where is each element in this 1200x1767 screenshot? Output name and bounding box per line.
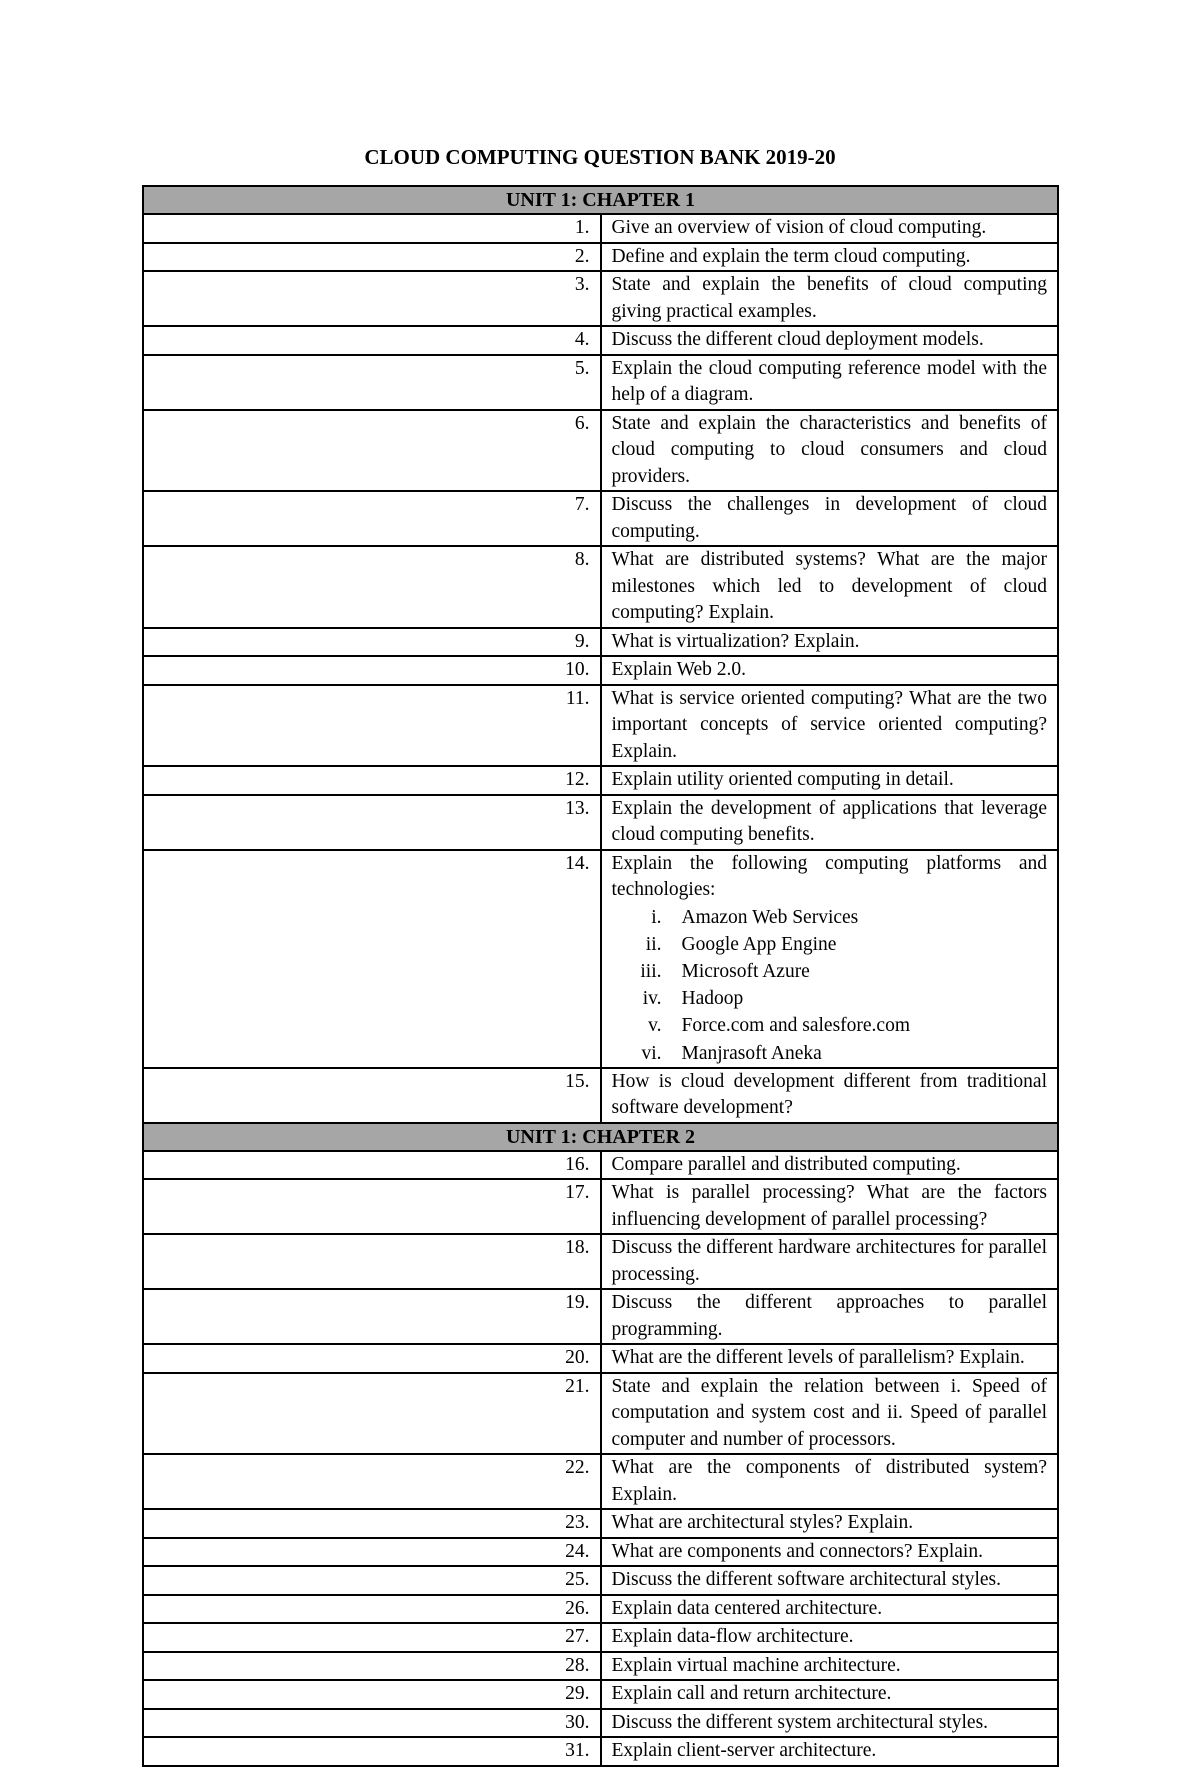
question-cell [601, 1595, 1059, 1624]
question-number: 16. [143, 1151, 601, 1180]
question-cell [601, 1234, 1059, 1289]
question-text: Discuss the different software architectural styles. [611, 1569, 1002, 1591]
question-cell [601, 1373, 1059, 1455]
question-number: 3. [143, 271, 601, 326]
sub-item-numeral: ii. [645, 933, 662, 955]
sub-item [612, 985, 1048, 1012]
question-number: 25. [143, 1566, 601, 1595]
question-row [143, 766, 1058, 795]
question-row [143, 1538, 1058, 1567]
question-row [143, 1509, 1058, 1538]
question-cell [601, 326, 1059, 355]
question-number: 1. [143, 214, 601, 243]
question-number: 4. [143, 326, 601, 355]
question-number: 30. [143, 1709, 601, 1738]
sub-item [612, 1012, 1048, 1039]
sub-item-numeral: vi. [641, 1042, 662, 1064]
question-row [143, 1234, 1058, 1289]
question-cell [601, 1068, 1059, 1123]
question-cell [601, 491, 1059, 546]
question-text: Explain virtual machine architecture. [611, 1654, 901, 1676]
question-number: 20. [143, 1344, 601, 1373]
question-number: 29. [143, 1680, 601, 1709]
question-number: 9. [143, 628, 601, 657]
page-title: CLOUD COMPUTING QUESTION BANK 2019-20 [364, 145, 836, 169]
question-row [143, 410, 1058, 492]
question-cell [601, 355, 1059, 410]
question-cell [601, 410, 1059, 492]
question-cell [601, 1566, 1059, 1595]
question-row [143, 1344, 1058, 1373]
question-row [143, 326, 1058, 355]
question-text: What is parallel processing? What are the factors influencing development of parallel processing? [611, 1182, 1047, 1230]
sub-item [612, 1040, 1048, 1067]
question-text: What is virtualization? Explain. [611, 630, 860, 652]
question-cell [601, 1454, 1059, 1509]
question-number: 11. [143, 685, 601, 767]
question-row [143, 1623, 1058, 1652]
question-number: 12. [143, 766, 601, 795]
question-row [143, 271, 1058, 326]
question-row [143, 1680, 1058, 1709]
question-row [143, 1566, 1058, 1595]
question-cell [601, 1509, 1059, 1538]
question-number: 21. [143, 1373, 601, 1455]
unit-heading-row [143, 186, 1058, 214]
question-number: 18. [143, 1234, 601, 1289]
question-text: What are architectural styles? Explain. [611, 1512, 914, 1534]
question-cell [601, 1652, 1059, 1681]
question-number: 22. [143, 1454, 601, 1509]
question-number: 2. [143, 243, 601, 272]
question-row [143, 795, 1058, 850]
question-number: 8. [143, 546, 601, 628]
question-row [143, 1373, 1058, 1455]
question-number: 10. [143, 656, 601, 685]
sub-item-numeral: iv. [642, 988, 662, 1010]
question-text: Discuss the different approaches to parallel programming. [611, 1292, 1047, 1340]
sub-item [612, 931, 1048, 958]
question-cell [601, 1151, 1059, 1180]
question-number: 17. [143, 1179, 601, 1234]
question-text: Explain data-flow architecture. [611, 1626, 854, 1648]
question-table [142, 185, 1059, 1767]
question-text: What are distributed systems? What are the major milestones which led to development of cloud computing? Explain. [611, 549, 1047, 623]
question-cell [601, 214, 1059, 243]
question-text: Discuss the challenges in development of cloud computing. [611, 494, 1047, 542]
question-number: 15. [143, 1068, 601, 1123]
question-cell [601, 795, 1059, 850]
question-number: 26. [143, 1595, 601, 1624]
question-text: Explain utility oriented computing in detail. [611, 769, 954, 790]
sub-item-text: Google App Engine [681, 933, 837, 955]
question-number: 31. [143, 1737, 601, 1766]
question-text: Explain Web 2.0. [611, 659, 747, 680]
question-table-body [143, 186, 1058, 1766]
question-cell [601, 656, 1059, 685]
question-row [143, 1151, 1058, 1180]
question-row [143, 685, 1058, 767]
question-number: 7. [143, 491, 601, 546]
sub-item-text: Hadoop [681, 988, 744, 1010]
question-row [143, 243, 1058, 272]
sub-item-numeral: v. [648, 1015, 662, 1037]
question-text: State and explain the benefits of cloud computing giving practical examples. [611, 274, 1047, 322]
question-row [143, 1454, 1058, 1509]
question-cell [601, 850, 1059, 1068]
question-number: 27. [143, 1623, 601, 1652]
sub-item [612, 958, 1048, 985]
question-row [143, 491, 1058, 546]
question-cell [601, 271, 1059, 326]
question-text: Explain client-server architecture. [611, 1740, 877, 1762]
question-row [143, 1068, 1058, 1123]
question-row [143, 546, 1058, 628]
question-row [143, 656, 1058, 685]
question-number: 19. [143, 1289, 601, 1344]
question-text: How is cloud development different from traditional software development? [611, 1070, 1047, 1119]
question-text: What are the components of distributed system? Explain. [611, 1457, 1047, 1505]
question-row [143, 355, 1058, 410]
question-number: 23. [143, 1509, 601, 1538]
question-number: 14. [143, 850, 601, 1068]
question-cell [601, 243, 1059, 272]
unit-heading: UNIT 1: CHAPTER 2 [143, 1123, 1058, 1151]
sub-item-text: Manjrasoft Aneka [681, 1042, 822, 1064]
question-text: Explain the following computing platforms and technologies: [611, 852, 1047, 900]
sub-item-numeral: i. [651, 906, 662, 928]
question-text: Discuss the different cloud deployment models. [611, 329, 984, 350]
question-cell [601, 685, 1059, 767]
question-text: Explain the cloud computing reference model with the help of a diagram. [611, 357, 1047, 405]
question-text: Explain call and return architecture. [611, 1683, 892, 1705]
question-number: 24. [143, 1538, 601, 1567]
question-number: 6. [143, 410, 601, 492]
question-text: Give an overview of vision of cloud computing. [611, 217, 987, 238]
question-row [143, 1709, 1058, 1738]
question-number: 28. [143, 1652, 601, 1681]
question-number: 5. [143, 355, 601, 410]
unit-heading-row [143, 1123, 1058, 1151]
question-row [143, 1595, 1058, 1624]
question-cell [601, 1709, 1059, 1738]
question-cell [601, 546, 1059, 628]
question-row [143, 850, 1058, 1068]
question-cell [601, 1289, 1059, 1344]
question-text: Explain the development of applications that leverage cloud computing benefits. [611, 797, 1047, 845]
question-cell [601, 1680, 1059, 1709]
question-text: Explain data centered architecture. [611, 1597, 883, 1619]
question-cell [601, 1623, 1059, 1652]
question-cell [601, 766, 1059, 795]
unit-heading: UNIT 1: CHAPTER 1 [143, 186, 1058, 214]
question-text: What are the different levels of parallelism? Explain. [611, 1347, 1025, 1369]
sub-item-text: Microsoft Azure [681, 960, 810, 982]
question-text: What is service oriented computing? What are the two important concepts of service oriented computing? Explain. [611, 687, 1047, 762]
question-text: Discuss the different system architectural styles. [611, 1711, 989, 1733]
question-cell [601, 1344, 1059, 1373]
question-cell [601, 1179, 1059, 1234]
question-cell [601, 1538, 1059, 1567]
question-row [143, 1179, 1058, 1234]
question-row [143, 628, 1058, 657]
sub-item-text: Amazon Web Services [681, 906, 859, 928]
sub-item-numeral: iii. [640, 960, 662, 982]
question-text: Discuss the different hardware architectures for parallel processing. [611, 1237, 1047, 1285]
question-row [143, 1289, 1058, 1344]
question-text: State and explain the relation between i. Speed of computation and system cost and ii. Speed of parallel computer and number of processors. [611, 1375, 1047, 1450]
question-text: State and explain the characteristics and benefits of cloud computing to cloud consumers and cloud providers. [611, 412, 1047, 487]
question-text: Define and explain the term cloud computing. [611, 245, 971, 267]
question-number: 13. [143, 795, 601, 850]
question-text: What are components and connectors? Explain. [611, 1540, 983, 1562]
question-row [143, 214, 1058, 243]
question-row [143, 1652, 1058, 1681]
sub-item [612, 904, 1048, 931]
question-row [143, 1737, 1058, 1766]
question-cell [601, 1737, 1059, 1766]
question-cell [601, 628, 1059, 657]
sub-item-text: Force.com and salesfore.com [681, 1015, 910, 1037]
question-text: Compare parallel and distributed computing. [611, 1153, 961, 1175]
sub-item-list [612, 904, 1048, 1067]
